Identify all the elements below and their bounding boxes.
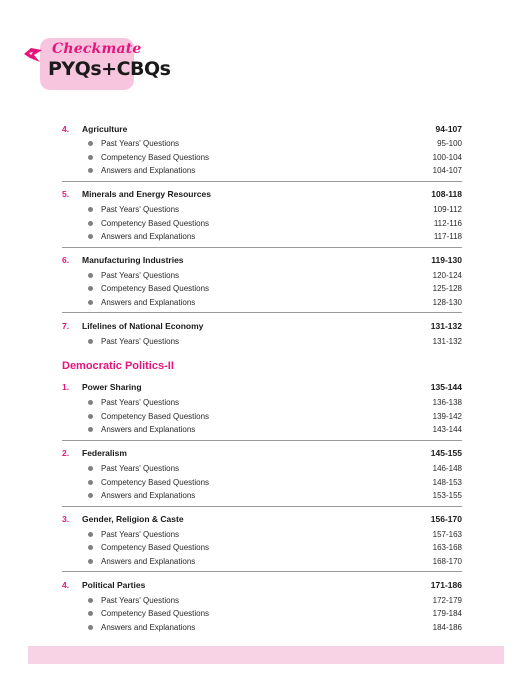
list-item[interactable] (62, 475, 462, 489)
bullet-icon (88, 493, 93, 498)
chapter-number: 6. (62, 255, 70, 266)
chapter-manufacturing (62, 248, 462, 314)
item-label: Competency Based Questions (101, 543, 210, 553)
chapter-row[interactable] (62, 120, 462, 137)
bullet-icon (88, 545, 93, 550)
item-pages: 128-130 (432, 298, 462, 308)
list-item[interactable] (62, 423, 462, 437)
list-item[interactable] (62, 203, 462, 217)
item-pages: 95-100 (437, 139, 462, 149)
item-pages: 131-132 (432, 336, 462, 346)
list-item[interactable] (62, 137, 462, 151)
chapter-number: 7. (62, 320, 70, 331)
chapter-gender-religion-caste (62, 507, 462, 573)
chapter-pages: 119-130 (431, 255, 462, 266)
bullet-icon (88, 559, 93, 564)
bullet-icon (88, 466, 93, 471)
item-pages: 179-184 (432, 609, 462, 619)
bullet-icon (88, 141, 93, 146)
list-item[interactable] (62, 396, 462, 410)
chapter-title: Federalism (82, 448, 127, 459)
list-item[interactable] (62, 230, 462, 244)
list-item[interactable] (62, 269, 462, 283)
item-label: Answers and Explanations (101, 425, 196, 435)
bullet-icon (88, 400, 93, 405)
item-label: Past Years' Questions (101, 464, 180, 474)
item-label: Competency Based Questions (101, 284, 210, 294)
item-pages: 157-163 (432, 529, 462, 539)
item-pages: 120-124 (432, 270, 462, 280)
bullet-icon (88, 207, 93, 212)
list-item[interactable] (62, 462, 462, 476)
item-pages: 104-107 (432, 166, 462, 176)
item-pages: 100-104 (432, 152, 462, 162)
item-label: Answers and Explanations (101, 556, 196, 566)
chapter-pages: 131-132 (430, 320, 462, 331)
list-item[interactable] (62, 541, 462, 555)
bullet-icon (88, 625, 93, 630)
list-item[interactable] (62, 489, 462, 503)
chapter-row[interactable] (62, 252, 462, 269)
bullet-icon (88, 598, 93, 603)
chapter-pages: 171-186 (430, 579, 462, 590)
item-pages: 125-128 (432, 284, 462, 294)
section-title: Democratic Politics-II (62, 359, 174, 372)
list-item[interactable] (62, 216, 462, 230)
chapter-row[interactable] (62, 511, 462, 528)
bullet-icon (88, 300, 93, 305)
chapter-federalism (62, 441, 462, 507)
bullet-icon (88, 480, 93, 485)
item-label: Past Years' Questions (101, 205, 180, 215)
chapter-agriculture (62, 116, 462, 182)
item-label: Answers and Explanations (101, 622, 196, 632)
item-label: Competency Based Questions (101, 411, 210, 421)
logo-script-text: Checkmate (52, 41, 142, 57)
bullet-icon (88, 221, 93, 226)
item-label: Past Years' Questions (101, 270, 180, 280)
chapter-power-sharing (62, 375, 462, 441)
item-pages: 184-186 (432, 622, 462, 632)
chapter-minerals (62, 182, 462, 248)
item-label: Past Years' Questions (101, 336, 180, 346)
chapter-number: 5. (62, 189, 70, 200)
item-label: Competency Based Questions (101, 609, 210, 619)
list-item[interactable] (62, 164, 462, 178)
item-pages: 109-112 (433, 205, 462, 215)
chapter-number: 2. (62, 448, 70, 459)
chapter-row[interactable] (62, 186, 462, 203)
bullet-icon (88, 155, 93, 160)
brand-logo (22, 38, 171, 90)
chapter-title: Minerals and Energy Resources (82, 189, 211, 200)
item-label: Past Years' Questions (101, 139, 180, 149)
list-item[interactable] (62, 334, 462, 348)
item-pages: 136-138 (432, 398, 462, 408)
item-pages: 148-153 (432, 477, 462, 487)
chapter-row[interactable] (62, 445, 462, 462)
item-pages: 117-118 (433, 232, 462, 242)
checkmark-logo-icon (22, 44, 44, 66)
bullet-icon (88, 339, 93, 344)
item-label: Past Years' Questions (101, 529, 180, 539)
item-label: Answers and Explanations (101, 166, 196, 176)
item-label: Competency Based Questions (101, 152, 210, 162)
list-item[interactable] (62, 296, 462, 310)
bullet-icon (88, 273, 93, 278)
footer-band (28, 646, 504, 664)
chapter-title: Manufacturing Industries (82, 255, 184, 266)
chapter-number: 1. (62, 382, 70, 393)
item-pages: 153-155 (432, 491, 462, 501)
chapter-title: Agriculture (82, 123, 128, 134)
chapter-title: Gender, Religion & Caste (82, 514, 184, 524)
table-of-contents (62, 116, 462, 637)
item-pages: 168-170 (432, 556, 462, 566)
item-pages: 163-168 (432, 543, 462, 553)
list-item[interactable] (62, 410, 462, 424)
item-label: Answers and Explanations (101, 298, 196, 308)
chapter-lifelines (62, 313, 462, 351)
chapter-row[interactable] (62, 317, 462, 334)
chapter-number: 4. (62, 123, 70, 134)
bullet-icon (88, 611, 93, 616)
item-label: Answers and Explanations (101, 232, 196, 242)
item-pages: 172-179 (432, 595, 462, 605)
chapter-pages: 108-118 (431, 189, 462, 200)
item-label: Answers and Explanations (101, 491, 196, 501)
list-item[interactable] (62, 151, 462, 165)
chapter-political-parties (62, 572, 462, 637)
item-label: Competency Based Questions (101, 477, 210, 487)
chapter-title: Lifelines of National Economy (82, 320, 204, 331)
chapter-number: 3. (62, 514, 70, 524)
chapter-pages: 94-107 (435, 123, 462, 134)
chapter-title: Political Parties (82, 579, 146, 590)
item-label: Past Years' Questions (101, 398, 180, 408)
chapter-row[interactable] (62, 576, 462, 593)
item-label: Past Years' Questions (101, 595, 180, 605)
item-pages: 146-148 (432, 464, 462, 474)
item-pages: 112-116 (433, 218, 462, 228)
item-label: Competency Based Questions (101, 218, 210, 228)
item-pages: 139-142 (432, 411, 462, 421)
bullet-icon (88, 427, 93, 432)
chapter-pages: 145-155 (430, 448, 462, 459)
bullet-icon (88, 168, 93, 173)
list-item[interactable] (62, 593, 462, 607)
logo-title: PYQs+CBQs (48, 58, 171, 80)
list-item[interactable] (62, 528, 462, 542)
list-item[interactable] (62, 607, 462, 621)
chapter-row[interactable] (62, 379, 462, 396)
list-item[interactable] (62, 620, 462, 634)
chapter-pages: 156-170 (430, 514, 462, 524)
chapter-pages: 135-144 (430, 382, 462, 393)
bullet-icon (88, 414, 93, 419)
item-pages: 143-144 (432, 425, 462, 435)
list-item[interactable] (62, 555, 462, 569)
chapter-number: 4. (62, 579, 70, 590)
bullet-icon (88, 234, 93, 239)
list-item[interactable] (62, 282, 462, 296)
chapter-title: Power Sharing (82, 382, 142, 393)
bullet-icon (88, 532, 93, 537)
bullet-icon (88, 286, 93, 291)
